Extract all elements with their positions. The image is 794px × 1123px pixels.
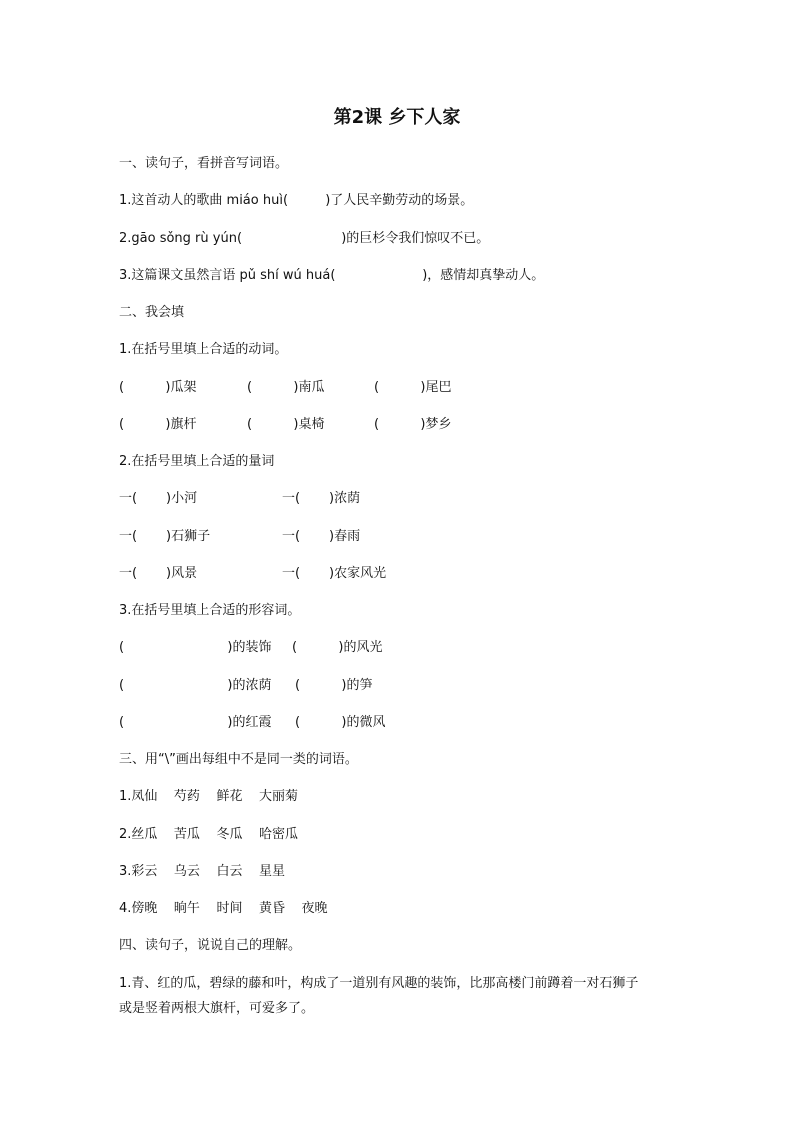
fill-item: 一( )石狮子 bbox=[119, 529, 211, 544]
fill-item: ( )桌椅 bbox=[247, 417, 325, 432]
sub-question: 1.在括号里填上合适的动词。 bbox=[119, 342, 288, 357]
word-group: 2.丝瓜 苦瓜 冬瓜 哈密瓜 bbox=[119, 827, 298, 842]
question: 3.这篇课文虽然言语 pǔ shí wú huá( )，感情却真挚动人。 bbox=[119, 268, 545, 283]
fill-item: ( )梦乡 bbox=[374, 417, 452, 432]
question: 或是竖着两根大旗杆，可爱多了。 bbox=[119, 1001, 315, 1016]
fill-item: ( )的浓荫 bbox=[119, 678, 272, 693]
fill-item: ( )的装饰 bbox=[119, 640, 272, 655]
page-title: 第2课 乡下人家 bbox=[333, 107, 461, 128]
section-heading: 三、用“\”画出每组中不是同一类的词语。 bbox=[119, 752, 358, 767]
fill-item: ( )旗杆 bbox=[119, 417, 197, 432]
fill-item: ( )的风光 bbox=[292, 640, 383, 655]
fill-item: 一( )农家风光 bbox=[282, 566, 387, 581]
word-group: 3.彩云 乌云 白云 星星 bbox=[119, 864, 285, 879]
section-heading: 四、读句子，说说自己的理解。 bbox=[119, 938, 302, 953]
question: 1.这首动人的歌曲 miáo huì( )了人民辛勤劳动的场景。 bbox=[119, 193, 474, 208]
fill-item: ( )瓜架 bbox=[119, 380, 197, 395]
section-heading: 二、我会填 bbox=[119, 305, 185, 320]
sub-question: 3.在括号里填上合适的形容词。 bbox=[119, 603, 301, 618]
section-heading: 一、读句子，看拼音写词语。 bbox=[119, 156, 289, 171]
fill-item: 一( )小河 bbox=[119, 491, 198, 506]
word-group: 1.凤仙 芍药 鲜花 大丽菊 bbox=[119, 789, 298, 804]
fill-item: 一( )浓荫 bbox=[282, 491, 361, 506]
fill-item: ( )尾巴 bbox=[374, 380, 452, 395]
fill-item: ( )的微风 bbox=[295, 715, 386, 730]
fill-item: 一( )风景 bbox=[119, 566, 198, 581]
fill-item: 一( )春雨 bbox=[282, 529, 361, 544]
sub-question: 2.在括号里填上合适的量词 bbox=[119, 454, 275, 469]
fill-item: ( )南瓜 bbox=[247, 380, 325, 395]
question: 2.gāo sǒng rù yún( )的巨杉令我们惊叹不已。 bbox=[119, 231, 490, 246]
fill-item: ( )的笋 bbox=[295, 678, 373, 693]
fill-item: ( )的红霞 bbox=[119, 715, 272, 730]
question: 1.青、红的瓜，碧绿的藤和叶，构成了一道别有风趣的装饰，比那高楼门前蹲着一对石狮子 bbox=[119, 976, 639, 991]
word-group: 4.傍晚 晌午 时间 黄昏 夜晚 bbox=[119, 901, 328, 916]
